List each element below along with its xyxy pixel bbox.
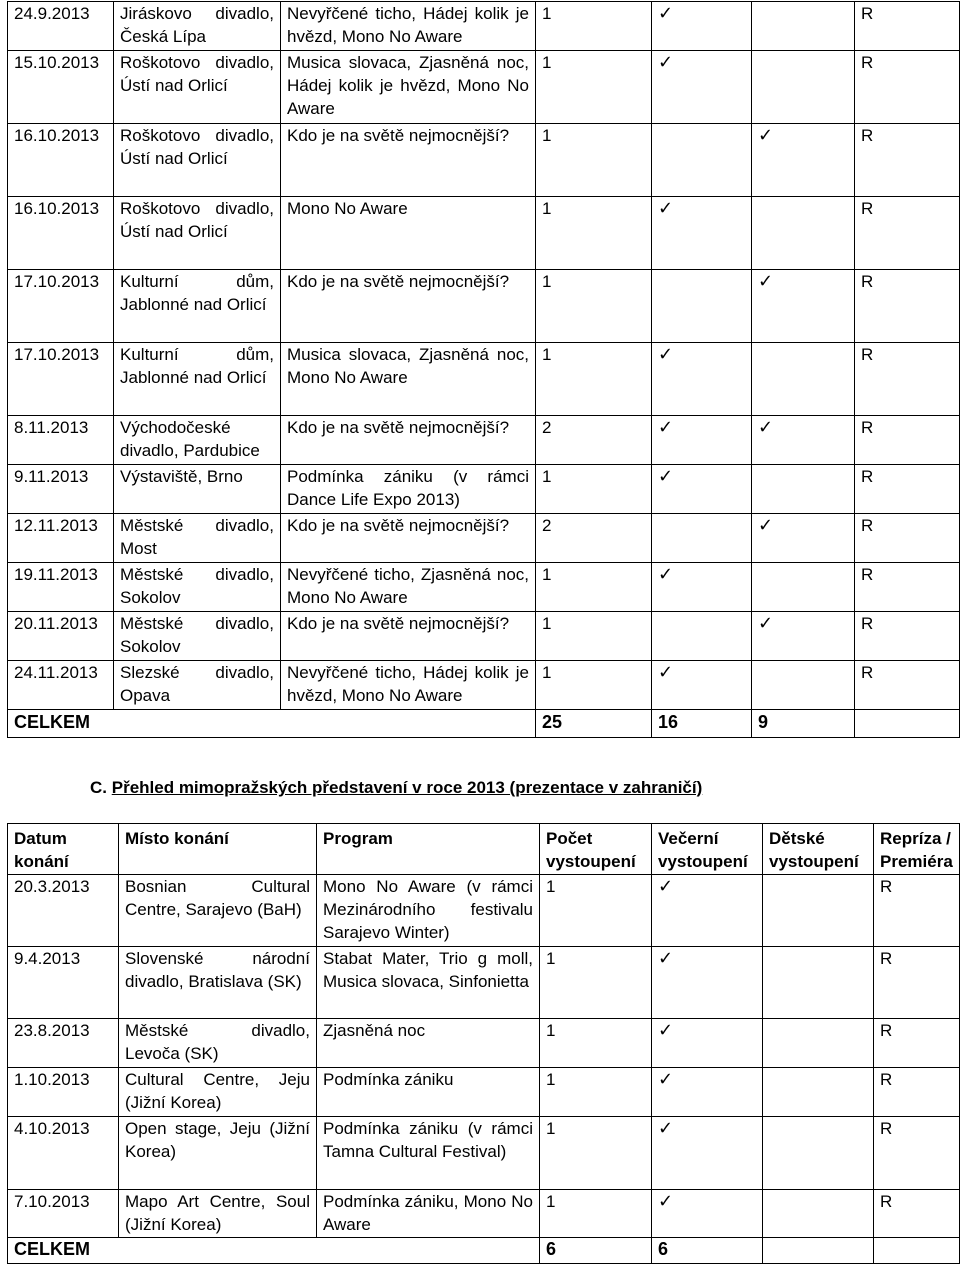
cell-type: R (855, 514, 960, 563)
total-label: CELKEM (8, 1238, 540, 1264)
table-row (8, 197, 960, 270)
total-children (763, 1238, 874, 1264)
header-children: Dětské vystoupení (763, 824, 874, 875)
cell-evening (652, 270, 752, 343)
header-type: Repríza / Premiéra (874, 824, 960, 875)
cell-evening: ✓ (652, 343, 752, 416)
cell-evening (652, 612, 752, 661)
cell-evening: ✓ (652, 416, 752, 465)
cell-type: R (855, 563, 960, 612)
cell-count: 1 (536, 563, 652, 612)
cell-children (752, 563, 855, 612)
table-row (8, 2, 960, 51)
cell-children (752, 2, 855, 51)
cell-type: R (855, 2, 960, 51)
cell-evening: ✓ (652, 1019, 763, 1068)
total-type (855, 710, 960, 738)
table-row (8, 1117, 960, 1190)
cell-venue: Městské divadlo, Levoča (SK) (119, 1019, 317, 1068)
cell-date: 17.10.2013 (8, 343, 114, 416)
cell-evening: ✓ (652, 197, 752, 270)
cell-venue: Kulturní dům, Jablonné nad Orlicí (114, 270, 281, 343)
cell-venue: Mapo Art Centre, Soul (Jižní Korea) (119, 1190, 317, 1238)
cell-children (763, 1190, 874, 1238)
header-date: Datum konání (8, 824, 119, 875)
cell-count: 1 (536, 2, 652, 51)
cell-venue: Roškotovo divadlo, Ústí nad Orlicí (114, 197, 281, 270)
table-row (8, 51, 960, 124)
cell-date: 1.10.2013 (8, 1068, 119, 1117)
table-row (8, 124, 960, 197)
cell-count: 1 (536, 124, 652, 197)
cell-venue: Roškotovo divadlo, Ústí nad Orlicí (114, 51, 281, 124)
cell-program: Musica slovaca, Zjasněná noc, Hádej kolik je hvězd, Mono No Aware (281, 51, 536, 124)
cell-children (752, 465, 855, 514)
cell-children: ✓ (752, 514, 855, 563)
header-program: Program (317, 824, 540, 875)
cell-count: 2 (536, 416, 652, 465)
cell-date: 24.9.2013 (8, 2, 114, 51)
cell-program: Nevyřčené ticho, Hádej kolik je hvězd, Mono No Aware (281, 661, 536, 710)
cell-count: 1 (536, 51, 652, 124)
cell-type: R (874, 875, 960, 947)
cell-program: Podmínka zániku (v rámci Dance Life Expo 2013) (281, 465, 536, 514)
cell-count: 2 (536, 514, 652, 563)
cell-program: Mono No Aware (v rámci Mezinárodního festivalu Sarajevo Winter) (317, 875, 540, 947)
cell-children: ✓ (752, 416, 855, 465)
cell-program: Kdo je na světě nejmocnější? (281, 612, 536, 661)
cell-evening: ✓ (652, 661, 752, 710)
table-row (8, 270, 960, 343)
section-heading (90, 776, 702, 800)
cell-evening: ✓ (652, 875, 763, 947)
cell-date: 24.11.2013 (8, 661, 114, 710)
cell-count: 1 (540, 1190, 652, 1238)
cell-evening: ✓ (652, 465, 752, 514)
cell-venue: Bosnian Cultural Centre, Sarajevo (BaH) (119, 875, 317, 947)
total-row (8, 1238, 960, 1264)
cell-type: R (855, 343, 960, 416)
cell-count: 1 (536, 612, 652, 661)
cell-children (752, 661, 855, 710)
cell-date: 19.11.2013 (8, 563, 114, 612)
cell-evening: ✓ (652, 51, 752, 124)
domestic-table-body (8, 2, 960, 738)
table-row (8, 612, 960, 661)
cell-venue: Městské divadlo, Sokolov (114, 612, 281, 661)
cell-venue: Městské divadlo, Sokolov (114, 563, 281, 612)
cell-children: ✓ (752, 124, 855, 197)
cell-date: 9.4.2013 (8, 947, 119, 1019)
cell-program: Nevyřčené ticho, Hádej kolik je hvězd, Mono No Aware (281, 2, 536, 51)
total-type (874, 1238, 960, 1264)
total-label: CELKEM (8, 710, 536, 738)
cell-count: 1 (536, 465, 652, 514)
total-children: 9 (752, 710, 855, 738)
cell-type: R (855, 197, 960, 270)
cell-program: Mono No Aware (281, 197, 536, 270)
total-row (8, 710, 960, 738)
cell-evening (652, 514, 752, 563)
cell-evening: ✓ (652, 1068, 763, 1117)
table-row (8, 514, 960, 563)
cell-venue: Kulturní dům, Jablonné nad Orlicí (114, 343, 281, 416)
cell-evening: ✓ (652, 1117, 763, 1190)
cell-date: 12.11.2013 (8, 514, 114, 563)
cell-evening: ✓ (652, 563, 752, 612)
table-row (8, 416, 960, 465)
cell-date: 7.10.2013 (8, 1190, 119, 1238)
section-title: Přehled mimopražských představení v roce 2013 (prezentace v zahraničí) (111, 778, 703, 797)
cell-type: R (855, 465, 960, 514)
table-row (8, 661, 960, 710)
total-count: 6 (540, 1238, 652, 1264)
performances-table-abroad (7, 823, 960, 1264)
performances-table-domestic (7, 1, 960, 738)
total-evening: 6 (652, 1238, 763, 1264)
cell-type: R (855, 51, 960, 124)
cell-type: R (874, 1019, 960, 1068)
cell-venue: Městské divadlo, Most (114, 514, 281, 563)
header-count: Počet vystoupení (540, 824, 652, 875)
section-prefix: C. (90, 778, 107, 797)
cell-venue: Výstaviště, Brno (114, 465, 281, 514)
cell-evening: ✓ (652, 2, 752, 51)
cell-program: Podmínka zániku, Mono No Aware (317, 1190, 540, 1238)
cell-program: Podmínka zániku (317, 1068, 540, 1117)
cell-children (752, 197, 855, 270)
cell-program: Zjasněná noc (317, 1019, 540, 1068)
cell-evening: ✓ (652, 1190, 763, 1238)
table-row (8, 343, 960, 416)
cell-count: 1 (540, 1019, 652, 1068)
table-row (8, 1190, 960, 1238)
cell-program: Podmínka zániku (v rámci Tamna Cultural Festival) (317, 1117, 540, 1190)
cell-venue: Open stage, Jeju (Jižní Korea) (119, 1117, 317, 1190)
cell-date: 23.8.2013 (8, 1019, 119, 1068)
table-row (8, 1068, 960, 1117)
cell-count: 1 (536, 197, 652, 270)
cell-date: 20.3.2013 (8, 875, 119, 947)
cell-type: R (855, 661, 960, 710)
cell-program: Kdo je na světě nejmocnější? (281, 124, 536, 197)
cell-children (763, 947, 874, 1019)
cell-type: R (874, 1117, 960, 1190)
cell-count: 1 (540, 1117, 652, 1190)
cell-program: Stabat Mater, Trio g moll, Musica slovaca, Sinfonietta (317, 947, 540, 1019)
cell-children (763, 1019, 874, 1068)
cell-children (763, 1068, 874, 1117)
cell-count: 1 (540, 875, 652, 947)
cell-count: 1 (540, 1068, 652, 1117)
total-evening: 16 (652, 710, 752, 738)
cell-children (752, 51, 855, 124)
cell-date: 4.10.2013 (8, 1117, 119, 1190)
header-venue: Místo konání (119, 824, 317, 875)
table-row (8, 465, 960, 514)
cell-venue: Slezské divadlo, Opava (114, 661, 281, 710)
cell-count: 1 (540, 947, 652, 1019)
cell-children (763, 875, 874, 947)
cell-type: R (855, 124, 960, 197)
cell-type: R (874, 947, 960, 1019)
cell-date: 20.11.2013 (8, 612, 114, 661)
cell-venue: Východočeské divadlo, Pardubice (114, 416, 281, 465)
cell-venue: Roškotovo divadlo, Ústí nad Orlicí (114, 124, 281, 197)
total-count: 25 (536, 710, 652, 738)
cell-evening: ✓ (652, 947, 763, 1019)
cell-type: R (874, 1068, 960, 1117)
cell-program: Musica slovaca, Zjasněná noc, Mono No Aware (281, 343, 536, 416)
cell-evening (652, 124, 752, 197)
cell-children: ✓ (752, 270, 855, 343)
cell-date: 15.10.2013 (8, 51, 114, 124)
cell-program: Kdo je na světě nejmocnější? (281, 514, 536, 563)
cell-date: 8.11.2013 (8, 416, 114, 465)
header-evening: Večerní vystoupení (652, 824, 763, 875)
cell-children (752, 343, 855, 416)
cell-count: 1 (536, 343, 652, 416)
table-row (8, 563, 960, 612)
cell-program: Kdo je na světě nejmocnější? (281, 416, 536, 465)
cell-venue: Slovenské národní divadlo, Bratislava (SK) (119, 947, 317, 1019)
table-row (8, 875, 960, 947)
cell-count: 1 (536, 661, 652, 710)
cell-date: 16.10.2013 (8, 124, 114, 197)
cell-children: ✓ (752, 612, 855, 661)
cell-type: R (874, 1190, 960, 1238)
cell-venue: Jiráskovo divadlo, Česká Lípa (114, 2, 281, 51)
cell-program: Nevyřčené ticho, Zjasněná noc, Mono No Aware (281, 563, 536, 612)
cell-type: R (855, 416, 960, 465)
cell-date: 17.10.2013 (8, 270, 114, 343)
cell-count: 1 (536, 270, 652, 343)
cell-children (763, 1117, 874, 1190)
cell-program: Kdo je na světě nejmocnější? (281, 270, 536, 343)
cell-type: R (855, 612, 960, 661)
abroad-header-row (8, 824, 960, 875)
table-row (8, 1019, 960, 1068)
cell-date: 16.10.2013 (8, 197, 114, 270)
cell-venue: Cultural Centre, Jeju (Jižní Korea) (119, 1068, 317, 1117)
cell-type: R (855, 270, 960, 343)
cell-date: 9.11.2013 (8, 465, 114, 514)
abroad-table-body (8, 824, 960, 1264)
table-row (8, 947, 960, 1019)
